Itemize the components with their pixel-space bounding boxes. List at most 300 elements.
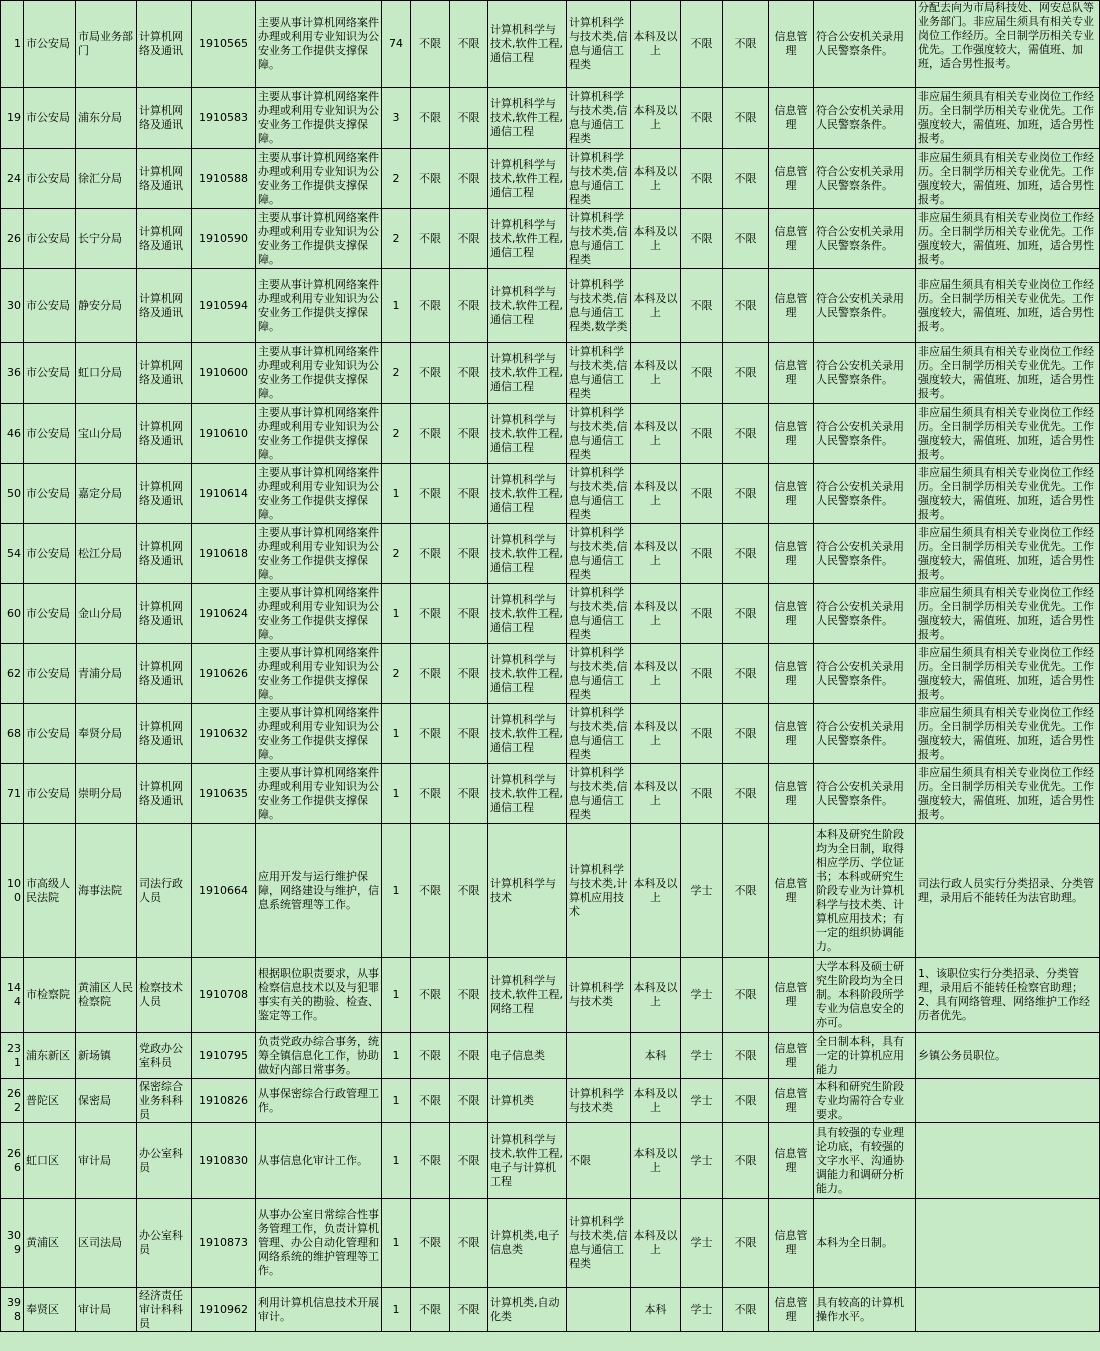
department-cell: 审计局 bbox=[76, 1123, 137, 1199]
grassroots-experience-cell: 不限 bbox=[723, 644, 769, 704]
table-row bbox=[1, 1199, 1100, 1288]
headcount-cell: 1 bbox=[382, 704, 411, 764]
position-code-cell: 1910624 bbox=[192, 584, 256, 644]
position-code-cell: 1910632 bbox=[192, 704, 256, 764]
table-row bbox=[1, 1, 1100, 88]
grassroots-experience-cell: 不限 bbox=[723, 1033, 769, 1079]
exam-type-cell: 信息管理 bbox=[769, 644, 814, 704]
grad-major-cell: 计算机科学与技术类 bbox=[567, 958, 631, 1033]
work-years-cell: 不限 bbox=[450, 1199, 488, 1288]
grad-major-cell: 计算机科学与技术类,信息与通信工程类 bbox=[567, 464, 631, 524]
job-description-cell: 主要从事计算机网络案件办理或利用专业知识为公安业务工作提供支撑保障。 bbox=[256, 764, 382, 824]
table-row bbox=[1, 958, 1100, 1033]
undergrad-major-cell: 计算机科学与技术,软件工程,通信工程 bbox=[488, 644, 567, 704]
grad-major-cell: 计算机科学与技术类,信息与通信工程类 bbox=[567, 524, 631, 584]
political-status-cell: 不限 bbox=[411, 1199, 450, 1288]
other-requirements-cell: 符合公安机关录用人民警察条件。 bbox=[814, 88, 916, 149]
undergrad-major-cell: 计算机科学与技术,软件工程,通信工程 bbox=[488, 1, 567, 88]
exam-type-cell: 信息管理 bbox=[769, 1033, 814, 1079]
seq-number-cell: 68 bbox=[1, 704, 24, 764]
table-row bbox=[1, 404, 1100, 464]
education-cell: 本科及以上 bbox=[631, 524, 681, 584]
job-description-cell: 主要从事计算机网络案件办理或利用专业知识为公安业务工作提供支撑保障。 bbox=[256, 1, 382, 88]
position-code-cell: 1910826 bbox=[192, 1079, 256, 1123]
exam-type-cell: 信息管理 bbox=[769, 704, 814, 764]
grassroots-experience-cell: 不限 bbox=[723, 269, 769, 343]
table-row bbox=[1, 644, 1100, 704]
seq-number-cell: 71 bbox=[1, 764, 24, 824]
other-requirements-cell: 符合公安机关录用人民警察条件。 bbox=[814, 343, 916, 404]
seq-number-cell: 266 bbox=[1, 1123, 24, 1199]
grassroots-experience-cell: 不限 bbox=[723, 764, 769, 824]
position-name-cell: 检察技术人员 bbox=[137, 958, 192, 1033]
seq-number-cell: 30 bbox=[1, 269, 24, 343]
seq-number-cell: 231 bbox=[1, 1033, 24, 1079]
headcount-cell: 1 bbox=[382, 1199, 411, 1288]
work-years-cell: 不限 bbox=[450, 209, 488, 269]
undergrad-major-cell: 计算机科学与技术,软件工程,通信工程 bbox=[488, 404, 567, 464]
position-name-cell: 计算机网络及通讯 bbox=[137, 1, 192, 88]
table-row bbox=[1, 1079, 1100, 1123]
grad-major-cell: 不限 bbox=[567, 1123, 631, 1199]
grassroots-experience-cell: 不限 bbox=[723, 1, 769, 88]
position-code-cell: 1910626 bbox=[192, 644, 256, 704]
grassroots-experience-cell: 不限 bbox=[723, 958, 769, 1033]
position-name-cell: 办公室科员 bbox=[137, 1199, 192, 1288]
education-cell: 本科及以上 bbox=[631, 269, 681, 343]
table-row bbox=[1, 209, 1100, 269]
undergrad-major-cell: 计算机科学与技术 bbox=[488, 824, 567, 958]
seq-number-cell: 62 bbox=[1, 644, 24, 704]
department-cell: 区司法局 bbox=[76, 1199, 137, 1288]
job-description-cell: 从事办公室日常综合性事务管理工作，负责计算机管理、办公自动化管理和网络系统的维护管理等工作。 bbox=[256, 1199, 382, 1288]
grassroots-experience-cell: 不限 bbox=[723, 404, 769, 464]
undergrad-major-cell: 计算机科学与技术,软件工程,通信工程 bbox=[488, 209, 567, 269]
degree-cell: 不限 bbox=[681, 524, 723, 584]
work-years-cell: 不限 bbox=[450, 1, 488, 88]
education-cell: 本科及以上 bbox=[631, 209, 681, 269]
work-years-cell: 不限 bbox=[450, 704, 488, 764]
political-status-cell: 不限 bbox=[411, 464, 450, 524]
job-description-cell: 主要从事计算机网络案件办理或利用专业知识为公安业务工作提供支撑保障。 bbox=[256, 704, 382, 764]
political-status-cell: 不限 bbox=[411, 1288, 450, 1332]
department-cell: 长宁分局 bbox=[76, 209, 137, 269]
table-row bbox=[1, 704, 1100, 764]
position-name-cell: 计算机网络及通讯 bbox=[137, 644, 192, 704]
job-description-cell: 主要从事计算机网络案件办理或利用专业知识为公安业务工作提供支撑保障。 bbox=[256, 584, 382, 644]
table-row bbox=[1, 343, 1100, 404]
department-cell: 徐汇分局 bbox=[76, 149, 137, 209]
other-requirements-cell: 符合公安机关录用人民警察条件。 bbox=[814, 524, 916, 584]
headcount-cell: 1 bbox=[382, 1079, 411, 1123]
education-cell: 本科及以上 bbox=[631, 464, 681, 524]
position-name-cell: 计算机网络及通讯 bbox=[137, 584, 192, 644]
other-requirements-cell: 符合公安机关录用人民警察条件。 bbox=[814, 1, 916, 88]
position-code-cell: 1910590 bbox=[192, 209, 256, 269]
department-cell: 嘉定分局 bbox=[76, 464, 137, 524]
remarks-cell: 非应届生须具有相关专业岗位工作经历。全日制学历相关专业优先。工作强度较大，需值班、加班，适合男性报考。 bbox=[916, 764, 1100, 824]
job-description-cell: 利用计算机信息技术开展审计。 bbox=[256, 1288, 382, 1332]
exam-type-cell: 信息管理 bbox=[769, 584, 814, 644]
political-status-cell: 不限 bbox=[411, 269, 450, 343]
department-cell: 浦东分局 bbox=[76, 88, 137, 149]
headcount-cell: 2 bbox=[382, 149, 411, 209]
education-cell: 本科及以上 bbox=[631, 584, 681, 644]
undergrad-major-cell: 计算机科学与技术,软件工程,通信工程 bbox=[488, 149, 567, 209]
political-status-cell: 不限 bbox=[411, 764, 450, 824]
employer-cell: 市公安局 bbox=[24, 644, 76, 704]
position-name-cell: 经济责任审计科科员 bbox=[137, 1288, 192, 1332]
political-status-cell: 不限 bbox=[411, 149, 450, 209]
exam-type-cell: 信息管理 bbox=[769, 464, 814, 524]
undergrad-major-cell: 计算机科学与技术,软件工程,通信工程 bbox=[488, 269, 567, 343]
other-requirements-cell: 本科及研究生阶段均为全日制，取得相应学历、学位证书；本科或研究生阶段专业为计算机科学与技术类、计算机应用技术；有一定的组织协调能力。 bbox=[814, 824, 916, 958]
political-status-cell: 不限 bbox=[411, 824, 450, 958]
table-row bbox=[1, 1288, 1100, 1332]
grassroots-experience-cell: 不限 bbox=[723, 704, 769, 764]
degree-cell: 不限 bbox=[681, 343, 723, 404]
position-code-cell: 1910600 bbox=[192, 343, 256, 404]
seq-number-cell: 262 bbox=[1, 1079, 24, 1123]
exam-type-cell: 信息管理 bbox=[769, 824, 814, 958]
headcount-cell: 1 bbox=[382, 1033, 411, 1079]
other-requirements-cell: 符合公安机关录用人民警察条件。 bbox=[814, 269, 916, 343]
department-cell: 海事法院 bbox=[76, 824, 137, 958]
job-description-cell: 主要从事计算机网络案件办理或利用专业知识为公安业务工作提供支撑保障。 bbox=[256, 464, 382, 524]
table-row bbox=[1, 269, 1100, 343]
grad-major-cell: 计算机科学与技术类,信息与通信工程类 bbox=[567, 1, 631, 88]
grassroots-experience-cell: 不限 bbox=[723, 343, 769, 404]
undergrad-major-cell: 计算机科学与技术,软件工程,通信工程 bbox=[488, 584, 567, 644]
grad-major-cell: 计算机科学与技术类,信息与通信工程类 bbox=[567, 704, 631, 764]
degree-cell: 学士 bbox=[681, 958, 723, 1033]
education-cell: 本科及以上 bbox=[631, 824, 681, 958]
job-description-cell: 负责党政办综合事务，统筹全镇信息化工作，协助做好内部日常事务。 bbox=[256, 1033, 382, 1079]
position-name-cell: 计算机网络及通讯 bbox=[137, 464, 192, 524]
department-cell: 奉贤分局 bbox=[76, 704, 137, 764]
degree-cell: 学士 bbox=[681, 1033, 723, 1079]
remarks-cell bbox=[916, 1199, 1100, 1288]
political-status-cell: 不限 bbox=[411, 958, 450, 1033]
job-description-cell: 主要从事计算机网络案件办理或利用专业知识为公安业务工作提供支撑保障。 bbox=[256, 88, 382, 149]
table-row bbox=[1, 88, 1100, 149]
employer-cell: 虹口区 bbox=[24, 1123, 76, 1199]
work-years-cell: 不限 bbox=[450, 343, 488, 404]
department-cell: 宝山分局 bbox=[76, 404, 137, 464]
employer-cell: 市公安局 bbox=[24, 1, 76, 88]
degree-cell: 不限 bbox=[681, 1, 723, 88]
remarks-cell: 非应届生须具有相关专业岗位工作经历。全日制学历相关专业优先。工作强度较大，需值班、加班，适合男性报考。 bbox=[916, 404, 1100, 464]
job-description-cell: 主要从事计算机网络案件办理或利用专业知识为公安业务工作提供支撑保障。 bbox=[256, 343, 382, 404]
table-row bbox=[1, 464, 1100, 524]
grassroots-experience-cell: 不限 bbox=[723, 524, 769, 584]
position-name-cell: 计算机网络及通讯 bbox=[137, 269, 192, 343]
grassroots-experience-cell: 不限 bbox=[723, 1079, 769, 1123]
table-row bbox=[1, 1033, 1100, 1079]
other-requirements-cell: 符合公安机关录用人民警察条件。 bbox=[814, 584, 916, 644]
employer-cell: 市公安局 bbox=[24, 209, 76, 269]
position-name-cell: 计算机网络及通讯 bbox=[137, 404, 192, 464]
remarks-cell: 非应届生须具有相关专业岗位工作经历。全日制学历相关专业优先。工作强度较大，需值班、加班，适合男性报考。 bbox=[916, 584, 1100, 644]
employer-cell: 市公安局 bbox=[24, 524, 76, 584]
headcount-cell: 74 bbox=[382, 1, 411, 88]
department-cell: 崇明分局 bbox=[76, 764, 137, 824]
exam-type-cell: 信息管理 bbox=[769, 343, 814, 404]
job-description-cell: 根据职位职责要求，从事检察信息技术以及与犯罪事实有关的勘验、检查、鉴定等工作。 bbox=[256, 958, 382, 1033]
education-cell: 本科及以上 bbox=[631, 88, 681, 149]
job-description-cell: 应用开发与运行维护保障，网络建设与维护，信息系统管理等工作。 bbox=[256, 824, 382, 958]
headcount-cell: 1 bbox=[382, 584, 411, 644]
other-requirements-cell: 符合公安机关录用人民警察条件。 bbox=[814, 644, 916, 704]
exam-type-cell: 信息管理 bbox=[769, 1079, 814, 1123]
undergrad-major-cell: 计算机科学与技术,软件工程,网络工程 bbox=[488, 958, 567, 1033]
grassroots-experience-cell: 不限 bbox=[723, 824, 769, 958]
headcount-cell: 1 bbox=[382, 958, 411, 1033]
work-years-cell: 不限 bbox=[450, 824, 488, 958]
employer-cell: 市公安局 bbox=[24, 584, 76, 644]
work-years-cell: 不限 bbox=[450, 644, 488, 704]
job-description-cell: 从事保密综合行政管理工作。 bbox=[256, 1079, 382, 1123]
work-years-cell: 不限 bbox=[450, 958, 488, 1033]
position-code-cell: 1910618 bbox=[192, 524, 256, 584]
exam-type-cell: 信息管理 bbox=[769, 149, 814, 209]
headcount-cell: 1 bbox=[382, 269, 411, 343]
exam-type-cell: 信息管理 bbox=[769, 88, 814, 149]
remarks-cell: 非应届生须具有相关专业岗位工作经历。全日制学历相关专业优先。工作强度较大，需值班、加班，适合男性报考。 bbox=[916, 149, 1100, 209]
education-cell: 本科 bbox=[631, 1288, 681, 1332]
undergrad-major-cell: 计算机科学与技术,软件工程,电子与计算机工程 bbox=[488, 1123, 567, 1199]
grad-major-cell: 计算机科学与技术类,信息与通信工程类 bbox=[567, 644, 631, 704]
department-cell: 青浦分局 bbox=[76, 644, 137, 704]
seq-number-cell: 1 bbox=[1, 1, 24, 88]
undergrad-major-cell: 计算机类 bbox=[488, 1079, 567, 1123]
grad-major-cell: 计算机科学与技术类,信息与通信工程类 bbox=[567, 343, 631, 404]
headcount-cell: 2 bbox=[382, 404, 411, 464]
seq-number-cell: 309 bbox=[1, 1199, 24, 1288]
headcount-cell: 2 bbox=[382, 209, 411, 269]
job-description-cell: 主要从事计算机网络案件办理或利用专业知识为公安业务工作提供支撑保障。 bbox=[256, 269, 382, 343]
exam-type-cell: 信息管理 bbox=[769, 524, 814, 584]
job-description-cell: 主要从事计算机网络案件办理或利用专业知识为公安业务工作提供支撑保障。 bbox=[256, 209, 382, 269]
political-status-cell: 不限 bbox=[411, 704, 450, 764]
exam-type-cell: 信息管理 bbox=[769, 404, 814, 464]
employer-cell: 黄浦区 bbox=[24, 1199, 76, 1288]
remarks-cell bbox=[916, 1288, 1100, 1332]
headcount-cell: 2 bbox=[382, 644, 411, 704]
headcount-cell: 1 bbox=[382, 1123, 411, 1199]
degree-cell: 不限 bbox=[681, 704, 723, 764]
other-requirements-cell: 具有较高的计算机操作水平。 bbox=[814, 1288, 916, 1332]
work-years-cell: 不限 bbox=[450, 149, 488, 209]
position-name-cell: 计算机网络及通讯 bbox=[137, 524, 192, 584]
education-cell: 本科及以上 bbox=[631, 343, 681, 404]
employer-cell: 市公安局 bbox=[24, 88, 76, 149]
grassroots-experience-cell: 不限 bbox=[723, 584, 769, 644]
other-requirements-cell: 全日制本科，具有一定的计算机应用能力 bbox=[814, 1033, 916, 1079]
table-row bbox=[1, 149, 1100, 209]
work-years-cell: 不限 bbox=[450, 524, 488, 584]
exam-type-cell: 信息管理 bbox=[769, 1123, 814, 1199]
employer-cell: 市公安局 bbox=[24, 343, 76, 404]
grad-major-cell: 计算机科学与技术类,信息与通信工程类 bbox=[567, 764, 631, 824]
degree-cell: 不限 bbox=[681, 644, 723, 704]
department-cell: 黄浦区人民检察院 bbox=[76, 958, 137, 1033]
position-name-cell: 党政办公室科员 bbox=[137, 1033, 192, 1079]
degree-cell: 不限 bbox=[681, 209, 723, 269]
undergrad-major-cell: 计算机类,电子信息类 bbox=[488, 1199, 567, 1288]
degree-cell: 学士 bbox=[681, 1288, 723, 1332]
degree-cell: 不限 bbox=[681, 88, 723, 149]
job-description-cell: 主要从事计算机网络案件办理或利用专业知识为公安业务工作提供支撑保障。 bbox=[256, 149, 382, 209]
degree-cell: 不限 bbox=[681, 584, 723, 644]
remarks-cell: 非应届生须具有相关专业岗位工作经历。全日制学历相关专业优先。工作强度较大，需值班、加班，适合男性报考。 bbox=[916, 88, 1100, 149]
education-cell: 本科 bbox=[631, 1033, 681, 1079]
work-years-cell: 不限 bbox=[450, 584, 488, 644]
seq-number-cell: 19 bbox=[1, 88, 24, 149]
position-code-cell: 1910873 bbox=[192, 1199, 256, 1288]
degree-cell: 学士 bbox=[681, 1079, 723, 1123]
undergrad-major-cell: 计算机类,自动化类 bbox=[488, 1288, 567, 1332]
political-status-cell: 不限 bbox=[411, 644, 450, 704]
political-status-cell: 不限 bbox=[411, 343, 450, 404]
employer-cell: 市高级人民法院 bbox=[24, 824, 76, 958]
headcount-cell: 3 bbox=[382, 88, 411, 149]
education-cell: 本科及以上 bbox=[631, 149, 681, 209]
political-status-cell: 不限 bbox=[411, 209, 450, 269]
grassroots-experience-cell: 不限 bbox=[723, 464, 769, 524]
headcount-cell: 2 bbox=[382, 524, 411, 584]
degree-cell: 不限 bbox=[681, 464, 723, 524]
grassroots-experience-cell: 不限 bbox=[723, 1199, 769, 1288]
degree-cell: 学士 bbox=[681, 1199, 723, 1288]
position-code-cell: 1910583 bbox=[192, 88, 256, 149]
position-code-cell: 1910610 bbox=[192, 404, 256, 464]
exam-type-cell: 信息管理 bbox=[769, 1199, 814, 1288]
grad-major-cell: 计算机科学与技术类,信息与通信工程类 bbox=[567, 1199, 631, 1288]
employer-cell: 市公安局 bbox=[24, 404, 76, 464]
political-status-cell: 不限 bbox=[411, 524, 450, 584]
other-requirements-cell: 大学本科及硕士研究生阶段均为全日制。本科阶段所学专业为信息安全的亦可。 bbox=[814, 958, 916, 1033]
grad-major-cell: 计算机科学与技术类,信息与通信工程类,数学类 bbox=[567, 269, 631, 343]
undergrad-major-cell: 计算机科学与技术,软件工程,通信工程 bbox=[488, 704, 567, 764]
position-code-cell: 1910614 bbox=[192, 464, 256, 524]
exam-type-cell: 信息管理 bbox=[769, 1288, 814, 1332]
work-years-cell: 不限 bbox=[450, 464, 488, 524]
grassroots-experience-cell: 不限 bbox=[723, 1123, 769, 1199]
grad-major-cell bbox=[567, 1288, 631, 1332]
department-cell: 松江分局 bbox=[76, 524, 137, 584]
political-status-cell: 不限 bbox=[411, 404, 450, 464]
position-name-cell: 计算机网络及通讯 bbox=[137, 764, 192, 824]
grassroots-experience-cell: 不限 bbox=[723, 1288, 769, 1332]
education-cell: 本科及以上 bbox=[631, 958, 681, 1033]
grad-major-cell: 计算机科学与技术类,信息与通信工程类 bbox=[567, 584, 631, 644]
department-cell: 金山分局 bbox=[76, 584, 137, 644]
position-code-cell: 1910588 bbox=[192, 149, 256, 209]
headcount-cell: 1 bbox=[382, 464, 411, 524]
seq-number-cell: 398 bbox=[1, 1288, 24, 1332]
grassroots-experience-cell: 不限 bbox=[723, 209, 769, 269]
grad-major-cell: 计算机科学与技术类,信息与通信工程类 bbox=[567, 88, 631, 149]
remarks-cell: 司法行政人员实行分类招录、分类管理，录用后不能转任为法官助理。 bbox=[916, 824, 1100, 958]
political-status-cell: 不限 bbox=[411, 584, 450, 644]
degree-cell: 不限 bbox=[681, 149, 723, 209]
education-cell: 本科及以上 bbox=[631, 1123, 681, 1199]
other-requirements-cell: 本科和研究生阶段专业均需符合专业要求。 bbox=[814, 1079, 916, 1123]
position-name-cell: 计算机网络及通讯 bbox=[137, 88, 192, 149]
other-requirements-cell: 本科为全日制。 bbox=[814, 1199, 916, 1288]
position-code-cell: 1910962 bbox=[192, 1288, 256, 1332]
remarks-cell: 非应届生须具有相关专业岗位工作经历。全日制学历相关专业优先。工作强度较大，需值班、加班，适合男性报考。 bbox=[916, 343, 1100, 404]
other-requirements-cell: 符合公安机关录用人民警察条件。 bbox=[814, 464, 916, 524]
grad-major-cell: 计算机科学与技术类,信息与通信工程类 bbox=[567, 149, 631, 209]
remarks-cell: 1、该职位实行分类招录、分类管理，录用后不能转任检察官助理；2、具有网络管理、网络维护工作经历者优先。 bbox=[916, 958, 1100, 1033]
other-requirements-cell: 符合公安机关录用人民警察条件。 bbox=[814, 209, 916, 269]
position-code-cell: 1910664 bbox=[192, 824, 256, 958]
job-description-cell: 主要从事计算机网络案件办理或利用专业知识为公安业务工作提供支撑保障。 bbox=[256, 644, 382, 704]
department-cell: 市局业务部门 bbox=[76, 1, 137, 88]
degree-cell: 不限 bbox=[681, 269, 723, 343]
employer-cell: 奉贤区 bbox=[24, 1288, 76, 1332]
remarks-cell: 非应届生须具有相关专业岗位工作经历。全日制学历相关专业优先。工作强度较大，需值班、加班，适合男性报考。 bbox=[916, 644, 1100, 704]
other-requirements-cell: 符合公安机关录用人民警察条件。 bbox=[814, 764, 916, 824]
employer-cell: 市公安局 bbox=[24, 269, 76, 343]
position-name-cell: 保密综合业务科科员 bbox=[137, 1079, 192, 1123]
seq-number-cell: 36 bbox=[1, 343, 24, 404]
seq-number-cell: 24 bbox=[1, 149, 24, 209]
headcount-cell: 1 bbox=[382, 764, 411, 824]
education-cell: 本科及以上 bbox=[631, 1079, 681, 1123]
exam-type-cell: 信息管理 bbox=[769, 958, 814, 1033]
remarks-cell: 非应届生须具有相关专业岗位工作经历。全日制学历相关专业优先。工作强度较大，需值班、加班，适合男性报考。 bbox=[916, 704, 1100, 764]
department-cell: 保密局 bbox=[76, 1079, 137, 1123]
grad-major-cell: 计算机科学与技术类 bbox=[567, 1079, 631, 1123]
undergrad-major-cell: 电子信息类 bbox=[488, 1033, 567, 1079]
employer-cell: 市公安局 bbox=[24, 704, 76, 764]
headcount-cell: 1 bbox=[382, 1288, 411, 1332]
other-requirements-cell: 符合公安机关录用人民警察条件。 bbox=[814, 149, 916, 209]
position-code-cell: 1910594 bbox=[192, 269, 256, 343]
other-requirements-cell: 符合公安机关录用人民警察条件。 bbox=[814, 704, 916, 764]
position-name-cell: 办公室科员 bbox=[137, 1123, 192, 1199]
headcount-cell: 2 bbox=[382, 343, 411, 404]
work-years-cell: 不限 bbox=[450, 88, 488, 149]
remarks-cell bbox=[916, 1123, 1100, 1199]
remarks-cell: 非应届生须具有相关专业岗位工作经历。全日制学历相关专业优先。工作强度较大，需值班、加班，适合男性报考。 bbox=[916, 524, 1100, 584]
remarks-cell bbox=[916, 1079, 1100, 1123]
political-status-cell: 不限 bbox=[411, 1033, 450, 1079]
position-name-cell: 计算机网络及通讯 bbox=[137, 704, 192, 764]
position-name-cell: 计算机网络及通讯 bbox=[137, 343, 192, 404]
degree-cell: 不限 bbox=[681, 404, 723, 464]
table-row bbox=[1, 1123, 1100, 1199]
position-code-cell: 1910708 bbox=[192, 958, 256, 1033]
remarks-cell: 分配去向为市局科技处、网安总队等业务部门。非应届生须具有相关专业岗位工作经历。全日制学历相关专业优先。工作强度较大，需值班、加班，适合男性报考。 bbox=[916, 1, 1100, 88]
work-years-cell: 不限 bbox=[450, 1123, 488, 1199]
degree-cell: 不限 bbox=[681, 764, 723, 824]
seq-number-cell: 54 bbox=[1, 524, 24, 584]
department-cell: 新场镇 bbox=[76, 1033, 137, 1079]
undergrad-major-cell: 计算机科学与技术,软件工程,通信工程 bbox=[488, 464, 567, 524]
job-description-cell: 主要从事计算机网络案件办理或利用专业知识为公安业务工作提供支撑保障。 bbox=[256, 524, 382, 584]
position-name-cell: 计算机网络及通讯 bbox=[137, 149, 192, 209]
employer-cell: 浦东新区 bbox=[24, 1033, 76, 1079]
exam-type-cell: 信息管理 bbox=[769, 269, 814, 343]
grassroots-experience-cell: 不限 bbox=[723, 88, 769, 149]
job-description-cell: 从事信息化审计工作。 bbox=[256, 1123, 382, 1199]
education-cell: 本科及以上 bbox=[631, 644, 681, 704]
undergrad-major-cell: 计算机科学与技术,软件工程,通信工程 bbox=[488, 524, 567, 584]
